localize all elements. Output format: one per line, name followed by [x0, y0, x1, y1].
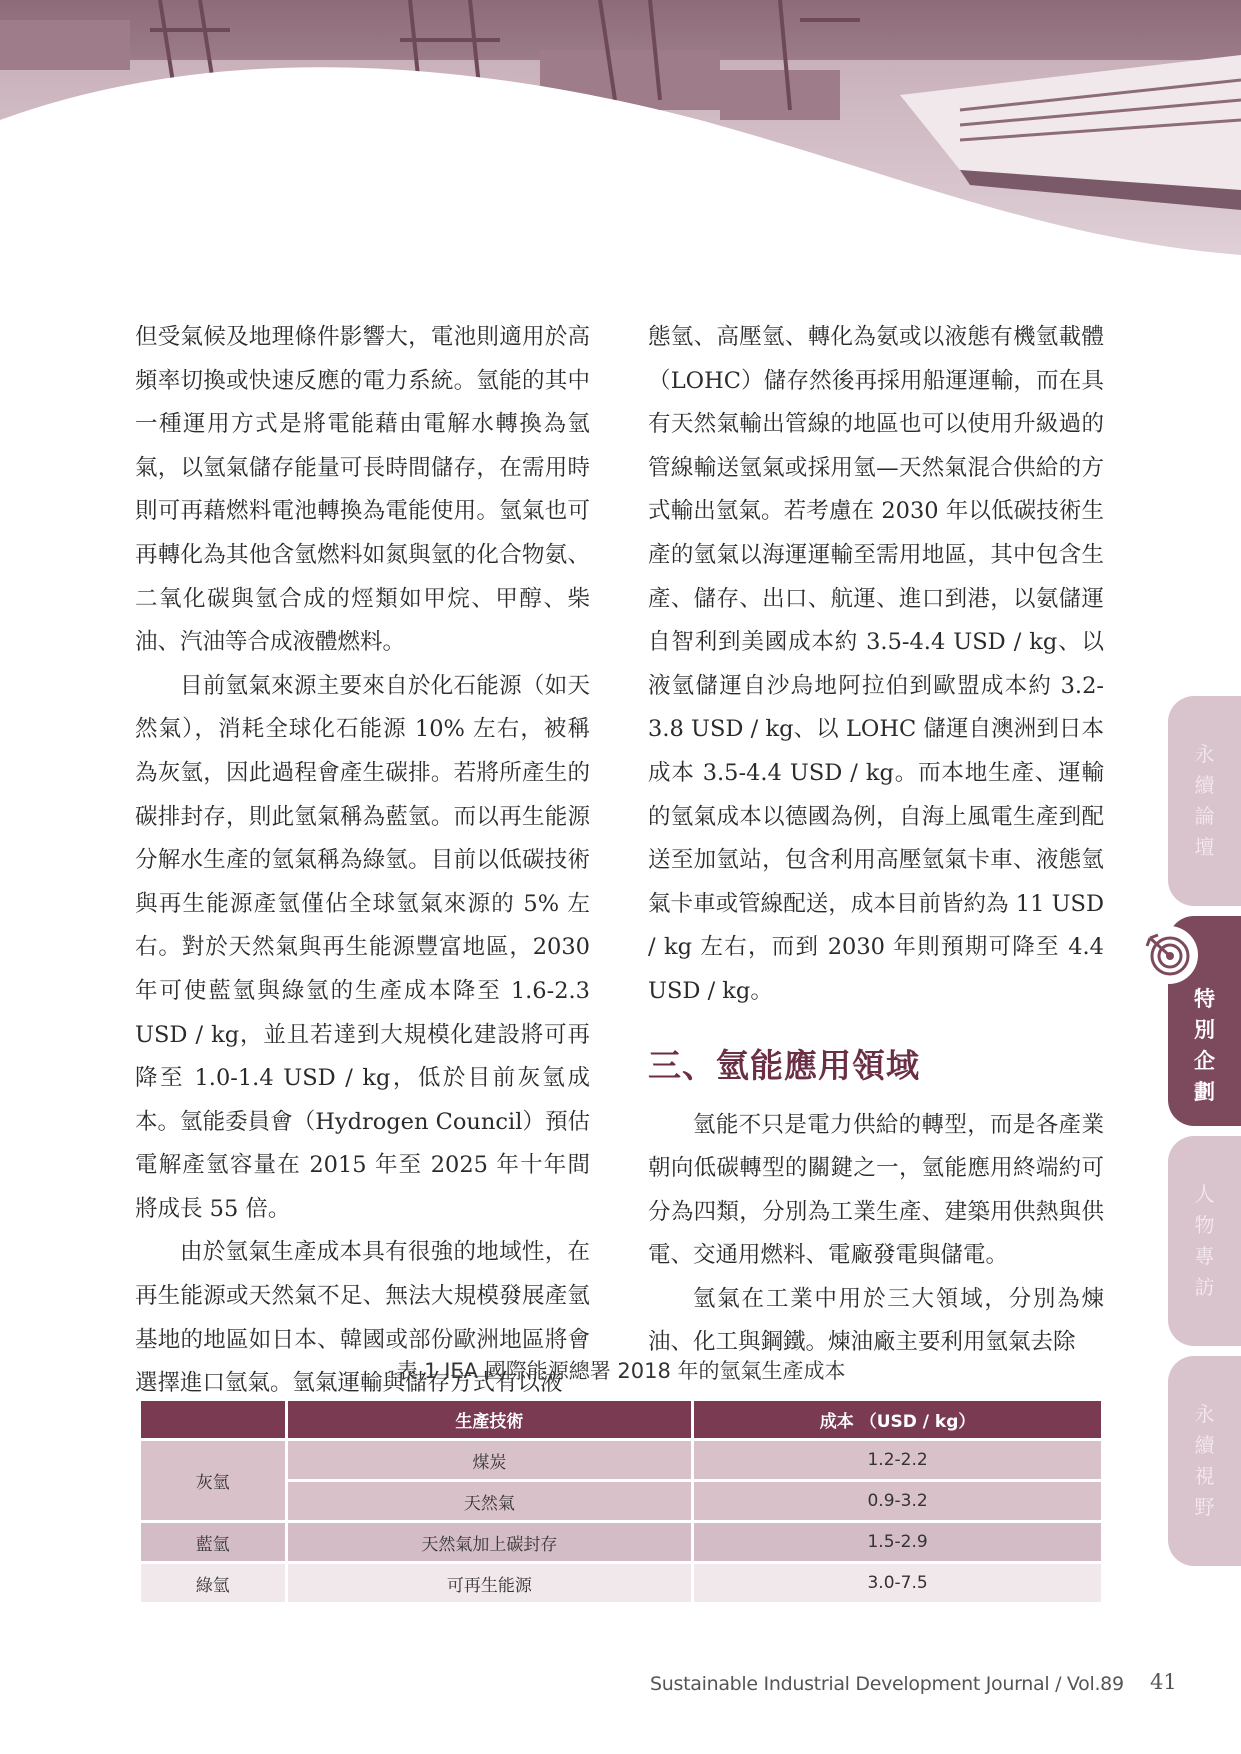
body-paragraph: 但受氣候及地理條件影響大，電池則適用於高頻率切換或快速反應的電力系統。氫能的其中一種運用方式是將電能藉由電解水轉換為氫氣，以氫氣儲存能量可長時間儲存，在需用時則可再藉燃料電池轉換為電能使用。氫氣也可再轉化為其他含氫燃料如氮與氫的化合物氨、二氧化碳與氫合成的烴類如甲烷、甲醇、柴油、汽油等合成液體燃料。 — [135, 324, 590, 656]
tab-vision[interactable]: 永 續 視 野 — [1168, 1356, 1241, 1566]
target-icon — [1140, 926, 1198, 984]
body-paragraph: 目前氫氣來源主要來自於化石能源（如天然氣），消耗全球化石能源 10% 左右，被稱為灰氫，因此過程會產生碳排。若將所產生的碳排封存，則此氫氣稱為藍氫。而以再生能源分解水生產的氫氣稱為綠氫。目前以低碳技術與再生能源產氫僅佔全球氫氣來源的 5% 左右。對於天然氣與再生能源豐富地區，2030 年可使藍氫與綠氫的生產成本降至 1.6-2.3 USD / kg，並且若達到大規模化建設將可再降至 1.0-1.4 USD / kg，低於目前灰氫成本。氫能委員會（Hydrogen Council）預估電解產氫容量在 2015 年至 2025 年十年間將成長 55 倍。 — [135, 672, 590, 1222]
body-paragraph: 氫能不只是電力供給的轉型，而是各產業朝向低碳轉型的關鍵之一，氫能應用終端約可分為四類，分別為工業生產、建築用供熱與供電、交通用燃料、電廠發電與儲電。 — [648, 1111, 1104, 1269]
cell-tech: 可再生能源 — [286, 1563, 693, 1604]
cell-tech: 煤炭 — [286, 1440, 693, 1481]
cell-cost: 3.0-7.5 — [693, 1563, 1103, 1604]
body-paragraph: 氫氣在工業中用於三大領域，分別為煉油、化工與鋼鐵。煉油廠主要利用氫氣去除 — [648, 1285, 1104, 1356]
header-harbor-image — [0, 0, 1241, 310]
table-row — [140, 1440, 1103, 1481]
cell-tech: 天然氣加上碳封存 — [286, 1522, 693, 1563]
tab-interview[interactable]: 人 物 專 訪 — [1168, 1136, 1241, 1346]
body-paragraph: 由於氫氣生產成本具有很強的地域性，在再生能源或天然氣不足、無法大規模發展產氫基地的地區如日本、韓國或部份歐洲地區將會選擇進口氫氣。氫氣運輸與儲存方式有以液 — [135, 1239, 590, 1397]
row-label-green: 綠氫 — [140, 1563, 287, 1604]
table-row — [140, 1522, 1103, 1563]
cell-cost: 0.9-3.2 — [693, 1481, 1103, 1522]
page-number: 41 — [1150, 1670, 1177, 1694]
row-label-grey: 灰氫 — [140, 1440, 287, 1522]
cell-cost: 1.5-2.9 — [693, 1522, 1103, 1563]
cell-tech: 天然氣 — [286, 1481, 693, 1522]
right-text-column — [648, 316, 1104, 1365]
tab-forum[interactable]: 永 續 論 壇 — [1168, 696, 1241, 906]
cell-cost: 1.2-2.2 — [693, 1440, 1103, 1481]
section-heading: 三、氫能應用領域 — [648, 1045, 920, 1085]
table-header-empty — [140, 1400, 287, 1440]
tab-special-feature[interactable]: 特 別 企 劃 — [1168, 916, 1241, 1126]
table-header-tech: 生產技術 — [286, 1400, 693, 1440]
hydrogen-cost-table — [138, 1398, 1104, 1605]
table-row — [140, 1563, 1103, 1604]
row-label-blue: 藍氫 — [140, 1522, 287, 1563]
left-text-column — [135, 316, 590, 1406]
journal-footer: Sustainable Industrial Development Journal / Vol.89 — [650, 1673, 1124, 1695]
body-paragraph: 態氫、高壓氫、轉化為氨或以液態有機氫載體（LOHC）儲存然後再採用船運運輸，而在具有天然氣輸出管線的地區也可以使用升級過的管線輸送氫氣或採用氫—天然氣混合供給的方式輸出氫氣。若考慮在 2030 年以低碳技術生產的氫氣以海運運輸至需用地區，其中包含生產、儲存、出口、航運、進口到港，以氨儲運自智利到美國成本約 3.5-4.4 USD / kg、以液氫儲運自沙烏地阿拉伯到歐盟成本約 3.2-3.8 USD / kg、以 LOHC 儲運自澳洲到日本成本 3.5-4.4 USD / kg。而本地生產、運輸的氫氣成本以德國為例，自海上風電生產到配送至加氫站，包含利用高壓氫氣卡車、液態氫氣卡車或管線配送，成本目前皆約為 11 USD / kg 左右，而到 2030 年則預期可降至 4.4 USD / kg。 — [648, 324, 1104, 1004]
table-header-cost: 成本 （USD / kg） — [693, 1400, 1103, 1440]
table-caption: 表 1 IEA 國際能源總署 2018 年的氫氣生產成本 — [396, 1359, 846, 1383]
